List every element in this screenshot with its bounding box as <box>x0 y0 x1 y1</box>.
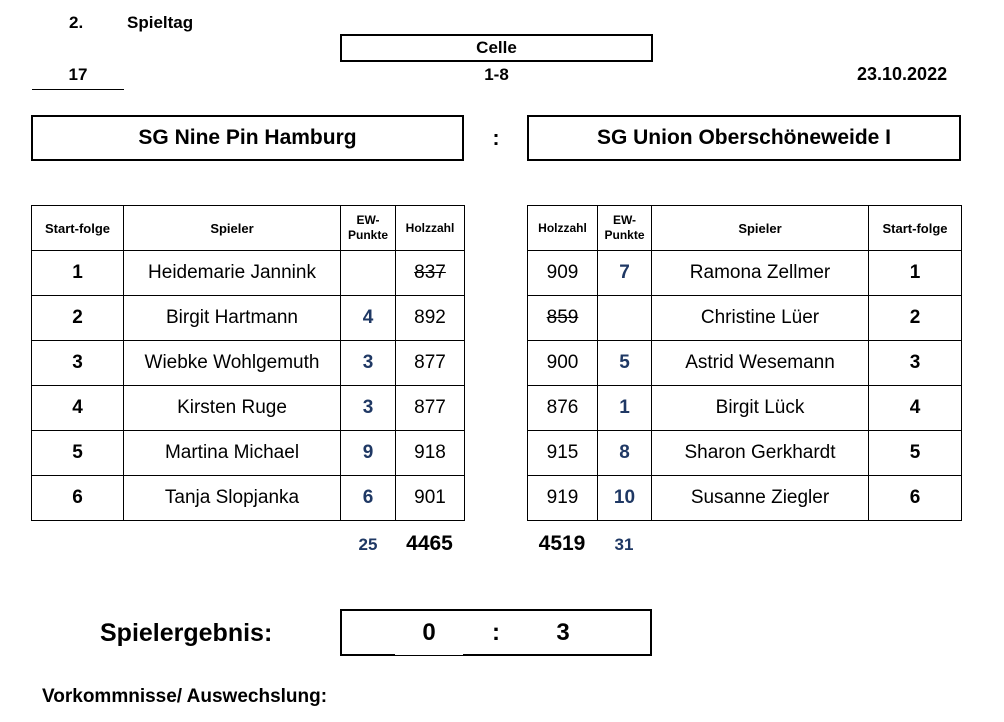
notes-label: Vorkommnisse/ Auswechslung: <box>42 686 328 707</box>
player-name: Tanja Slopjanka <box>124 476 341 521</box>
pin-score: 918 <box>396 431 465 476</box>
ew-points: 7 <box>598 251 652 296</box>
pin-score: 909 <box>528 251 598 296</box>
ew-points: 5 <box>598 341 652 386</box>
table-row <box>32 476 465 521</box>
start-order: 1 <box>869 251 962 296</box>
ew-points: 6 <box>341 476 396 521</box>
ew-points <box>598 296 652 341</box>
player-name: Wiebke Wohlgemuth <box>124 341 341 386</box>
pin-score: 915 <box>528 431 598 476</box>
match-date: 23.10.2022 <box>857 64 948 84</box>
result-label: Spielergebnis: <box>100 619 273 647</box>
table-row <box>528 431 962 476</box>
player-name: Astrid Wesemann <box>652 341 869 386</box>
pin-score: 877 <box>396 386 465 431</box>
ew-points: 9 <box>341 431 396 476</box>
player-name: Susanne Ziegler <box>652 476 869 521</box>
start-order: 4 <box>869 386 962 431</box>
header-order: Start-folge <box>869 206 962 251</box>
ew-points: 4 <box>341 296 396 341</box>
home-team-name: SG Nine Pin Hamburg <box>138 126 357 149</box>
table-row <box>32 386 465 431</box>
player-name: Kirsten Ruge <box>124 386 341 431</box>
pin-score: 859 <box>528 296 598 341</box>
player-name: Ramona Zellmer <box>652 251 869 296</box>
ew-points: 3 <box>341 341 396 386</box>
start-order: 4 <box>32 386 124 431</box>
start-order: 5 <box>869 431 962 476</box>
home-total-score: 4465 <box>406 532 453 555</box>
pin-score: 876 <box>528 386 598 431</box>
table-row <box>32 341 465 386</box>
ew-points: 10 <box>598 476 652 521</box>
player-name: Birgit Lück <box>652 386 869 431</box>
table-row <box>32 251 465 296</box>
start-order: 3 <box>869 341 962 386</box>
away-total-score: 4519 <box>538 532 586 555</box>
pin-score: 877 <box>396 341 465 386</box>
result-separator: : <box>492 619 500 646</box>
lanes: 1-8 <box>484 65 509 84</box>
start-order: 6 <box>32 476 124 521</box>
header-player: Spieler <box>124 206 341 251</box>
pin-score: 900 <box>528 341 598 386</box>
header-ew: EW-Punkte <box>341 206 396 251</box>
table-row <box>32 431 465 476</box>
header-ew: EW-Punkte <box>598 206 652 251</box>
pin-score: 892 <box>396 296 465 341</box>
venue-box <box>340 34 653 62</box>
table-row <box>528 251 962 296</box>
round-label: Spieltag <box>127 13 194 32</box>
round-number: 2. <box>69 13 84 32</box>
ew-points: 1 <box>598 386 652 431</box>
header-order: Start-folge <box>32 206 124 251</box>
home-table-header <box>32 206 465 251</box>
result-box <box>340 609 652 656</box>
start-order: 3 <box>32 341 124 386</box>
start-order: 6 <box>869 476 962 521</box>
pin-score: 837 <box>396 251 465 296</box>
table-row <box>528 386 962 431</box>
away-team-name: SG Union Oberschöneweide I <box>596 126 892 149</box>
header-score: Holzzahl <box>528 206 598 251</box>
table-row <box>528 476 962 521</box>
away-team-box <box>527 115 961 161</box>
home-team-box <box>31 115 464 161</box>
start-order: 2 <box>32 296 124 341</box>
player-name: Birgit Hartmann <box>124 296 341 341</box>
table-row <box>32 296 465 341</box>
ew-points: 3 <box>341 386 396 431</box>
player-name: Sharon Gerkhardt <box>652 431 869 476</box>
result-home: 0 <box>422 619 436 646</box>
match-number: 17 <box>32 65 124 90</box>
table-row <box>528 341 962 386</box>
ew-points: 8 <box>598 431 652 476</box>
away-total-ew: 31 <box>614 535 634 554</box>
start-order: 5 <box>32 431 124 476</box>
home-total-ew: 25 <box>358 535 378 554</box>
pin-score: 919 <box>528 476 598 521</box>
result-away: 3 <box>556 619 570 646</box>
player-name: Christine Lüer <box>652 296 869 341</box>
home-players-table <box>31 205 465 521</box>
pin-score: 901 <box>396 476 465 521</box>
away-table-header <box>528 206 962 251</box>
teams-separator: : <box>492 127 500 150</box>
start-order: 1 <box>32 251 124 296</box>
away-players-table <box>527 205 962 521</box>
header-score: Holzzahl <box>396 206 465 251</box>
player-name: Martina Michael <box>124 431 341 476</box>
ew-points <box>341 251 396 296</box>
venue: Celle <box>476 38 517 57</box>
start-order: 2 <box>869 296 962 341</box>
header-player: Spieler <box>652 206 869 251</box>
player-name: Heidemarie Jannink <box>124 251 341 296</box>
table-row <box>528 296 962 341</box>
